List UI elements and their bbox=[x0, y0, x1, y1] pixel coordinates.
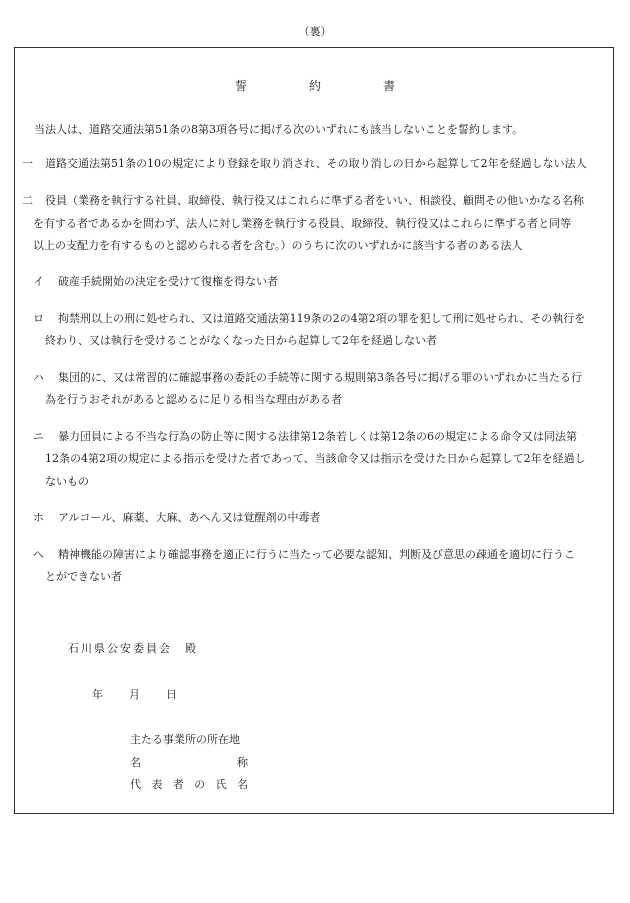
item-line: 道路交通法第51条の10の規定により登録を取り消され、その取り消しの日から起算して2年を経過しない法人 bbox=[45, 157, 587, 170]
subitem-line: とができない者 bbox=[45, 570, 122, 583]
subitem-line: 精神機能の障害により確認事務を適正に行うに当たって必要な認知、判断及び意思の疎通を適切に行うこ bbox=[58, 548, 575, 561]
rep-char: 氏 bbox=[215, 778, 227, 791]
intro-text: 当法人は、道路交通法第51条の8第3項各号に掲げる次のいずれにも該当しないことを誓約します。 bbox=[34, 123, 524, 136]
title-char: 書 bbox=[383, 79, 396, 93]
name-char: 称 bbox=[237, 756, 248, 769]
subitem-line: 集団的に、又は常習的に確認事務の委託の手続等に関する規則第3条各号に掲げる罪のいずれかに当たる行 bbox=[58, 371, 582, 384]
title-char: 誓 bbox=[234, 79, 247, 93]
rep-char: 表 bbox=[151, 778, 163, 791]
subitem-line: アルコール、麻薬、大麻、あへん又は覚醒剤の中毒者 bbox=[58, 511, 321, 524]
date-line bbox=[92, 689, 177, 700]
subitem-line: 破産手続開始の決定を受けて復権を得ない者 bbox=[58, 275, 278, 288]
name-char: 名 bbox=[130, 756, 141, 769]
subitem-line: 暴力団員による不当な行為の防止等に関する法律第12条若しくは第12条の6の規定による命令又は同法第 bbox=[58, 430, 577, 443]
subitem-line: 終わり、又は執行を受けることがなくなった日から起算して2年を経過しない者 bbox=[45, 334, 437, 347]
rep-char: 名 bbox=[236, 778, 248, 791]
title-char: 約 bbox=[308, 79, 321, 93]
office-location-label: 主たる事業所の所在地 bbox=[130, 733, 240, 746]
item-line: を有する者であるかを問わず、法人に対し業務を執行する役員、取締役、執行役又はこれらに準ずる者と同等 bbox=[33, 217, 572, 230]
item-marker: 一 bbox=[22, 157, 33, 170]
subitem-marker: ホ bbox=[33, 511, 44, 524]
subitem-marker: ニ bbox=[33, 430, 44, 443]
subitem-line: 為を行うおそれがあると認めるに足りる相当な理由がある者 bbox=[45, 393, 342, 406]
date-month-label: 月 bbox=[129, 688, 140, 701]
rep-char: の bbox=[194, 778, 206, 791]
item-line: 役員（業務を執行する社員、取締役、執行役又はこれらに準ずる者をいい、相談役、顧問その他いかなる名称 bbox=[45, 194, 584, 207]
item-line: 以上の支配力を有するものと認められる者を含む。）のうちに次のいずれかに該当する者のある法人 bbox=[33, 239, 523, 252]
rep-char: 代 bbox=[130, 778, 141, 791]
date-day-label: 日 bbox=[166, 688, 177, 701]
subitem-line: 12条の4第2項の規定による指示を受けた者であって、当該命令又は指示を受けた日から起算して2年を経過し bbox=[45, 452, 586, 465]
item-marker: 二 bbox=[22, 194, 33, 207]
representative-name-label bbox=[130, 779, 248, 790]
subitem-line: ないもの bbox=[45, 475, 89, 488]
addressee: 石川県公安委員会 殿 bbox=[68, 642, 198, 655]
subitem-marker: ロ bbox=[33, 312, 44, 325]
subitem-marker: イ bbox=[33, 275, 44, 288]
page-side-mark: （裏） bbox=[298, 25, 332, 38]
company-name-label bbox=[130, 757, 248, 768]
subitem-marker: へ bbox=[33, 548, 44, 561]
document-title bbox=[0, 80, 630, 92]
subitem-marker: ハ bbox=[33, 371, 44, 384]
date-year-label: 年 bbox=[92, 688, 103, 701]
rep-char: 者 bbox=[172, 778, 184, 791]
subitem-line: 拘禁刑以上の刑に処せられ、又は道路交通法第119条の2の4第2項の罪を犯して刑に処せられ、その執行を bbox=[58, 312, 586, 325]
